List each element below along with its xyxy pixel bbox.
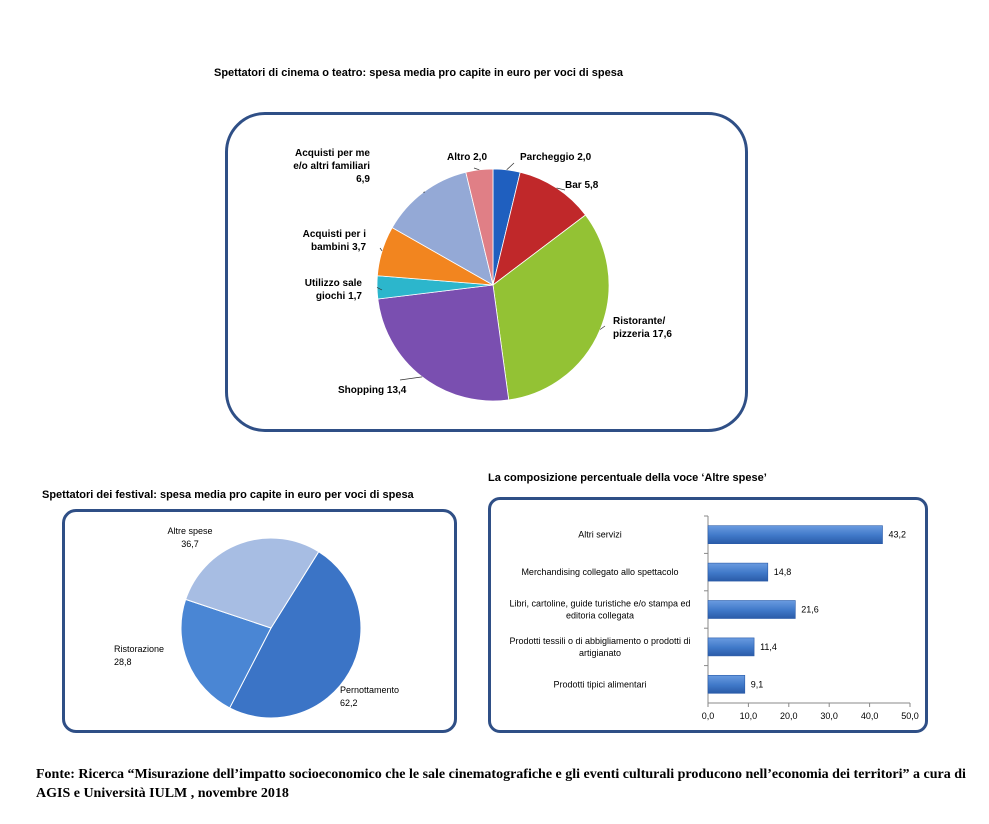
bar3-value-label: 43,2: [888, 529, 907, 540]
bar3-x-tick-label: 0,0: [701, 711, 715, 721]
pie1-slice-label: Acquisti per me e/o altri familiari 6,9: [293, 148, 370, 185]
pie1-slice-label: Parcheggio 2,0: [520, 152, 592, 163]
bar3-bar: [708, 526, 883, 544]
chart2-title: Spettatori dei festival: spesa media pro capite in euro per voci di spesa: [42, 489, 414, 501]
bar3-value-label: 21,6: [801, 604, 819, 615]
bar3-x-tick-label: 10,0: [739, 711, 758, 721]
bar3-bar: [708, 563, 768, 581]
pie1-slice-label: Shopping 13,4: [338, 385, 407, 396]
bar3-category-label: Prodotti tessili o di abbigliamento o prodotti di artigianato: [509, 635, 691, 658]
bar3-value-label: 11,4: [760, 641, 777, 652]
bar3-category-label: Altri servizi: [578, 529, 622, 540]
bar3-category-label: Prodotti tipici alimentari: [553, 679, 647, 690]
chart1-title: Spettatori di cinema o teatro: spesa media pro capite in euro per voci di spesa: [214, 67, 623, 79]
pie1-slice-label: Altro 2,0: [447, 152, 488, 163]
bar3-x-tick-label: 20,0: [780, 711, 798, 721]
chart3-title: La composizione percentuale della voce ‘Altre spese’: [488, 472, 767, 484]
bar3-value-label: 14,8: [773, 567, 792, 578]
source-note: Fonte: Ricerca “Misurazione dell’impatto socioeconomico che le sale cinematografiche e gli eventi culturali producono nell’economia dei territori” a cura di AGIS e Università IULM , novembre 2018: [36, 767, 966, 801]
bar3-category-label: Merchandising collegato allo spettacolo: [521, 567, 679, 578]
bar3-bar: [708, 638, 754, 656]
pie1-slice-label: Acquisti per i bambini 3,7: [302, 229, 366, 253]
bar3-bar: [708, 675, 745, 693]
bar3-x-tick-label: 40,0: [860, 711, 879, 721]
pie2-slice-label: Pernottamento 62,2: [340, 685, 400, 708]
bar3-category-label: Libri, cartoline, guide turistiche e/o stampa ed editoria collegata: [509, 598, 691, 621]
pie2-slice-label: Ristorazione 28,8: [114, 644, 165, 667]
bar3-value-label: 9,1: [750, 679, 764, 690]
pie1-slice-label: Bar 5,8: [565, 180, 599, 191]
pie1-slice-label: Ristorante/ pizzeria 17,6: [613, 316, 672, 340]
bar3-x-tick-label: 30,0: [820, 711, 838, 721]
bar3-bar: [708, 601, 795, 619]
bar3-x-tick-label: 50,0: [901, 711, 919, 721]
pie2-slice-label: Altre spese 36,7: [167, 526, 213, 549]
pie1-slice-label: Utilizzo sale giochi 1,7: [304, 278, 362, 302]
